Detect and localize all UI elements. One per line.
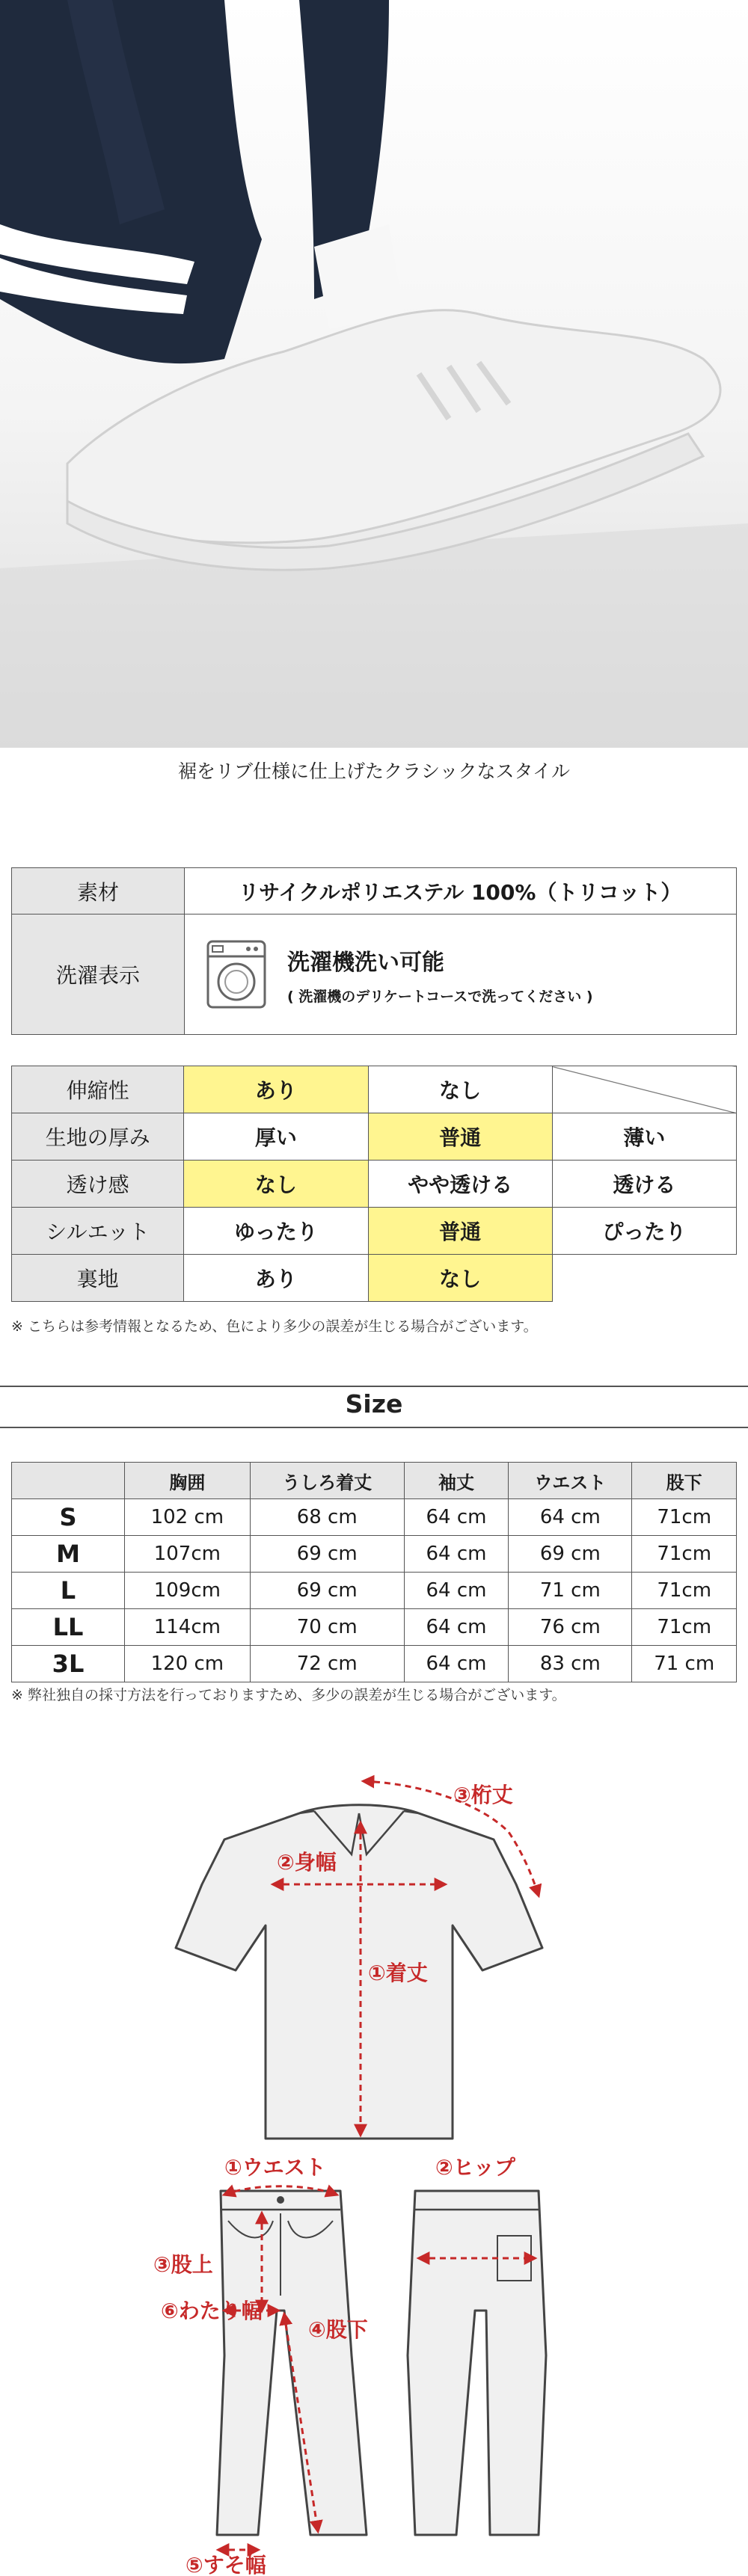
size-header: 股下 bbox=[632, 1463, 737, 1499]
size-value: 68 cm bbox=[250, 1499, 404, 1536]
prop-row-silhouette bbox=[12, 1208, 737, 1255]
size-name: LL bbox=[12, 1609, 125, 1646]
label-waist: ①ウエスト bbox=[224, 2155, 326, 2180]
size-value: 120 cm bbox=[125, 1646, 251, 1682]
shirt-illustration bbox=[176, 1805, 542, 2139]
prop-cell-empty bbox=[552, 1066, 736, 1113]
size-value: 69 cm bbox=[509, 1536, 632, 1573]
pants-front-illustration bbox=[217, 2191, 367, 2535]
size-row bbox=[12, 1536, 737, 1573]
size-value: 72 cm bbox=[250, 1646, 404, 1682]
prop-cell: 透ける bbox=[552, 1161, 736, 1208]
size-header: うしろ着丈 bbox=[250, 1463, 404, 1499]
size-name: S bbox=[12, 1499, 125, 1536]
prop-cell: あり bbox=[184, 1255, 368, 1302]
prop-label: 裏地 bbox=[12, 1255, 184, 1302]
size-header: 袖丈 bbox=[404, 1463, 509, 1499]
wash-row bbox=[12, 914, 736, 1034]
properties-note: ※ こちらは参考情報となるため、色により多少の誤差が生じる場合がございます。 bbox=[11, 1318, 538, 1335]
pants-back-illustration bbox=[408, 2191, 546, 2535]
size-header: 胸囲 bbox=[125, 1463, 251, 1499]
photo-caption: 裾をリブ仕様に仕上げたクラシックなスタイル bbox=[177, 760, 570, 782]
label-hip: ②ヒップ bbox=[435, 2155, 515, 2180]
prop-row-thickness bbox=[12, 1113, 737, 1161]
label-length: ①着丈 bbox=[368, 1961, 428, 1985]
product-photo bbox=[0, 0, 748, 748]
prop-label: シルエット bbox=[12, 1208, 184, 1255]
prop-cell: なし bbox=[368, 1066, 552, 1113]
size-value: 70 cm bbox=[250, 1609, 404, 1646]
size-value: 71cm bbox=[632, 1573, 737, 1609]
size-value: 71 cm bbox=[632, 1646, 737, 1682]
properties-table bbox=[11, 1066, 737, 1302]
size-value: 102 cm bbox=[125, 1499, 251, 1536]
divider bbox=[0, 1427, 748, 1428]
wash-title: 洗濯機洗い可能 bbox=[287, 949, 444, 976]
label-rise: ③股上 bbox=[153, 2252, 213, 2277]
size-value: 64 cm bbox=[404, 1499, 509, 1536]
size-value: 64 cm bbox=[509, 1499, 632, 1536]
prop-cell: ゆったり bbox=[184, 1208, 368, 1255]
size-value: 71cm bbox=[632, 1609, 737, 1646]
prop-row-sheerness bbox=[12, 1161, 737, 1208]
prop-cell: やや透ける bbox=[368, 1161, 552, 1208]
prop-cell: あり bbox=[184, 1066, 368, 1113]
prop-cell: なし bbox=[368, 1255, 552, 1302]
size-row bbox=[12, 1609, 737, 1646]
prop-cell: なし bbox=[184, 1161, 368, 1208]
size-name: 3L bbox=[12, 1646, 125, 1682]
size-header-blank bbox=[12, 1463, 125, 1499]
label-thigh: ⑥わたり幅 bbox=[161, 2299, 263, 2323]
size-note: ※ 弊社独自の採寸方法を行っておりますため、多少の誤差が生じる場合がございます。 bbox=[11, 1687, 566, 1703]
size-value: 64 cm bbox=[404, 1573, 509, 1609]
size-value: 109cm bbox=[125, 1573, 251, 1609]
material-value: リサイクルポリエステル 100%（トリコット） bbox=[238, 879, 682, 905]
size-row bbox=[12, 1646, 737, 1682]
size-row bbox=[12, 1573, 737, 1609]
size-name: L bbox=[12, 1573, 125, 1609]
divider bbox=[0, 1386, 748, 1387]
size-value: 69 cm bbox=[250, 1573, 404, 1609]
wash-note: ( 洗濯機のデリケートコースで洗ってください ) bbox=[287, 988, 593, 1005]
prop-label: 透け感 bbox=[12, 1161, 184, 1208]
prop-cell: 普通 bbox=[368, 1113, 552, 1161]
prop-cell: 厚い bbox=[184, 1113, 368, 1161]
prop-label: 生地の厚み bbox=[12, 1113, 184, 1161]
label-sleeve: ③桁丈 bbox=[453, 1783, 513, 1807]
size-value: 76 cm bbox=[509, 1609, 632, 1646]
label-hem: ⑤すそ幅 bbox=[186, 2553, 266, 2576]
prop-cell: 薄い bbox=[552, 1113, 736, 1161]
size-value: 83 cm bbox=[509, 1646, 632, 1682]
size-table bbox=[11, 1462, 737, 1682]
size-value: 64 cm bbox=[404, 1609, 509, 1646]
size-value: 69 cm bbox=[250, 1536, 404, 1573]
wash-value bbox=[184, 914, 736, 1034]
size-row bbox=[12, 1499, 737, 1536]
prop-row-lining bbox=[12, 1255, 737, 1302]
prop-cell: ぴったり bbox=[552, 1208, 736, 1255]
material-row bbox=[12, 868, 736, 914]
label-inseam: ④股下 bbox=[308, 2317, 368, 2342]
prop-cell-blank bbox=[552, 1255, 736, 1302]
prop-cell: 普通 bbox=[368, 1208, 552, 1255]
material-label: 素材 bbox=[12, 868, 185, 914]
size-value: 107cm bbox=[125, 1536, 251, 1573]
size-value: 71 cm bbox=[509, 1573, 632, 1609]
size-value: 71cm bbox=[632, 1499, 737, 1536]
wash-label: 洗濯表示 bbox=[12, 914, 185, 1034]
size-heading: Size bbox=[345, 1389, 403, 1418]
size-value: 71cm bbox=[632, 1536, 737, 1573]
size-value: 114cm bbox=[125, 1609, 251, 1646]
prop-label: 伸縮性 bbox=[12, 1066, 184, 1113]
washing-machine-icon bbox=[206, 940, 266, 1009]
spec-table bbox=[11, 867, 737, 1035]
label-chest: ②身幅 bbox=[277, 1850, 337, 1875]
size-name: M bbox=[12, 1536, 125, 1573]
size-header: ウエスト bbox=[509, 1463, 632, 1499]
size-value: 64 cm bbox=[404, 1646, 509, 1682]
prop-row-stretch bbox=[12, 1066, 737, 1113]
measurement-diagram bbox=[0, 1742, 748, 2576]
size-header-row bbox=[12, 1463, 737, 1499]
size-value: 64 cm bbox=[404, 1536, 509, 1573]
